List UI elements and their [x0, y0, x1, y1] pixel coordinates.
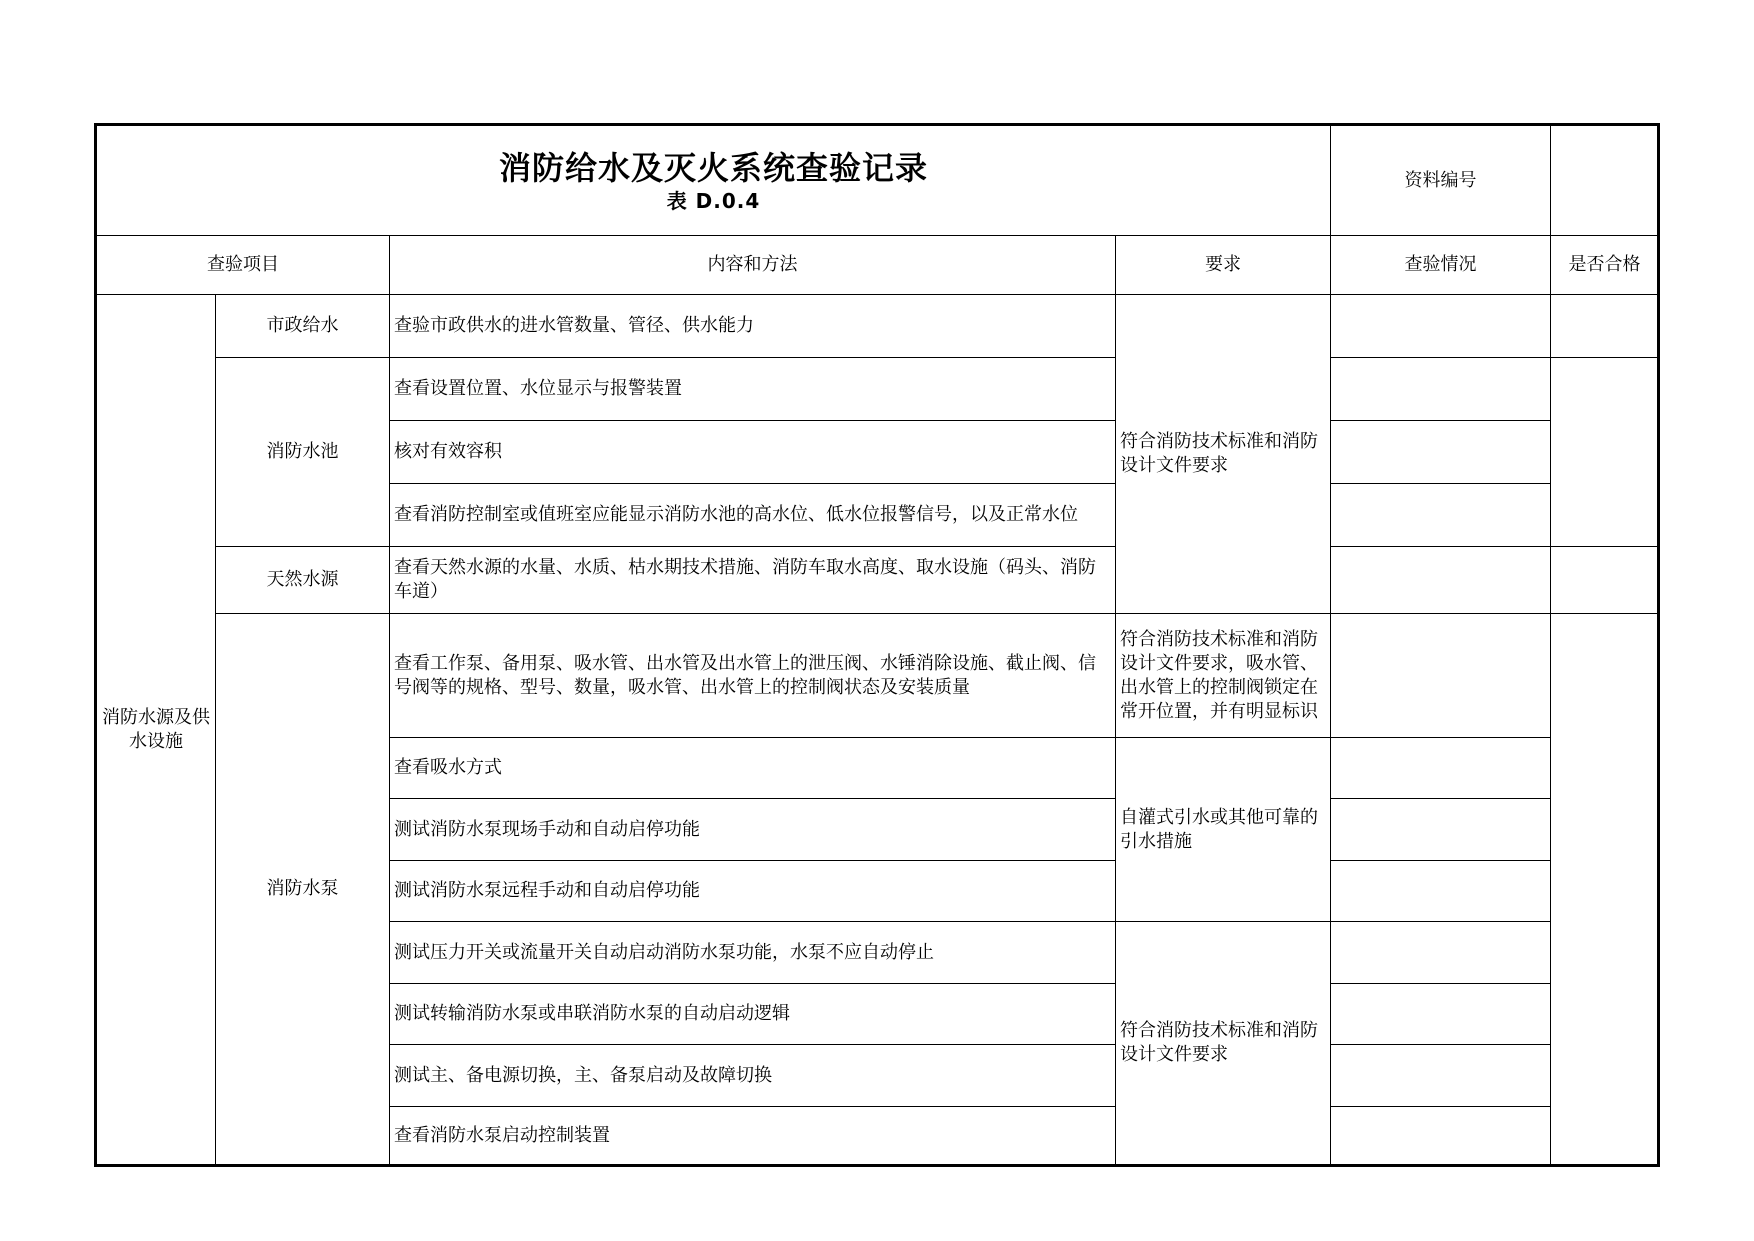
- content-row: 查看消防水泵启动控制装置: [390, 1107, 1116, 1166]
- subitem-pump: 消防水泵: [216, 614, 390, 1166]
- content-row: 测试压力开关或流量开关自动启动消防水泵功能，水泵不应自动停止: [390, 922, 1116, 984]
- document-title: 消防给水及灭火系统查验记录: [499, 148, 929, 187]
- table-number: 表 D.0.4: [666, 188, 761, 213]
- content-row: 测试主、备电源切换，主、备泵启动及故障切换: [390, 1045, 1116, 1107]
- doc-number-value[interactable]: [1551, 125, 1659, 236]
- qualified-cell[interactable]: [1551, 614, 1659, 1166]
- requirement-cell: 自灌式引水或其他可靠的引水措施: [1116, 738, 1331, 922]
- content-row: 查看消防控制室或值班室应能显示消防水池的高水位、低水位报警信号，以及正常水位: [390, 484, 1116, 547]
- status-cell[interactable]: [1331, 1107, 1551, 1166]
- header-status: 查验情况: [1331, 236, 1551, 295]
- qualified-cell[interactable]: [1551, 295, 1659, 358]
- status-cell[interactable]: [1331, 358, 1551, 421]
- content-row: 查看吸水方式: [390, 738, 1116, 799]
- content-row: 测试消防水泵现场手动和自动启停功能: [390, 799, 1116, 861]
- header-item: 查验项目: [96, 236, 390, 295]
- status-cell[interactable]: [1331, 799, 1551, 861]
- content-row: 查验市政供水的进水管数量、管径、供水能力: [390, 295, 1116, 358]
- header-requirement: 要求: [1116, 236, 1331, 295]
- subitem-natural: 天然水源: [216, 547, 390, 614]
- qualified-cell[interactable]: [1551, 358, 1659, 547]
- status-cell[interactable]: [1331, 861, 1551, 922]
- inspection-record-table: [94, 123, 1660, 1167]
- doc-number-label: 资料编号: [1331, 125, 1551, 236]
- header-content: 内容和方法: [390, 236, 1116, 295]
- status-cell[interactable]: [1331, 421, 1551, 484]
- subitem-pool: 消防水池: [216, 358, 390, 547]
- requirement-cell: 符合消防技术标准和消防设计文件要求，吸水管、出水管上的控制阀锁定在常开位置，并有明显标识: [1116, 614, 1331, 738]
- subitem-municipal: 市政给水: [216, 295, 390, 358]
- content-row: 测试消防水泵远程手动和自动启停功能: [390, 861, 1116, 922]
- category-water-source: 消防水源及供水设施: [96, 295, 216, 1166]
- status-cell[interactable]: [1331, 614, 1551, 738]
- requirement-cell: 符合消防技术标准和消防设计文件要求: [1116, 295, 1331, 614]
- status-cell[interactable]: [1331, 295, 1551, 358]
- status-cell[interactable]: [1331, 738, 1551, 799]
- content-row: 核对有效容积: [390, 421, 1116, 484]
- content-row: 查看设置位置、水位显示与报警装置: [390, 358, 1116, 421]
- content-row: 查看天然水源的水量、水质、枯水期技术措施、消防车取水高度、取水设施（码头、消防车道）: [390, 547, 1116, 614]
- title-block: [96, 125, 1331, 236]
- header-qualified: 是否合格: [1551, 236, 1659, 295]
- qualified-cell[interactable]: [1551, 547, 1659, 614]
- status-cell[interactable]: [1331, 984, 1551, 1045]
- content-row: 测试转输消防水泵或串联消防水泵的自动启动逻辑: [390, 984, 1116, 1045]
- requirement-cell: 符合消防技术标准和消防设计文件要求: [1116, 922, 1331, 1166]
- status-cell[interactable]: [1331, 484, 1551, 547]
- content-row: 查看工作泵、备用泵、吸水管、出水管及出水管上的泄压阀、水锤消除设施、截止阀、信号阀等的规格、型号、数量，吸水管、出水管上的控制阀状态及安装质量: [390, 614, 1116, 738]
- status-cell[interactable]: [1331, 547, 1551, 614]
- status-cell[interactable]: [1331, 922, 1551, 984]
- status-cell[interactable]: [1331, 1045, 1551, 1107]
